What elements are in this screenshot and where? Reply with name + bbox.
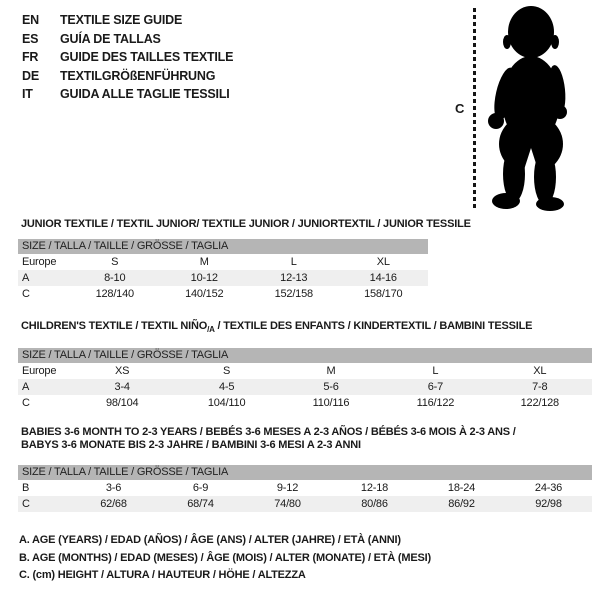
language-code: DE: [22, 68, 39, 83]
age-cell: 10-12: [190, 272, 218, 284]
height-cell: 140/152: [185, 288, 224, 300]
height-cell: 80/86: [361, 498, 388, 510]
childrens-textile-title: [18, 320, 592, 336]
language-code: IT: [22, 87, 33, 102]
language-code: FR: [22, 50, 39, 65]
height-cell: 110/116: [312, 397, 350, 410]
title-subscript: /A: [207, 325, 215, 335]
months-cell: 3-6: [105, 482, 122, 494]
size-cell: S: [223, 365, 231, 378]
table-row-age: [18, 379, 592, 395]
language-list: [22, 11, 233, 104]
row-label: A: [22, 381, 30, 394]
size-cell: XL: [376, 256, 390, 268]
title-part: / TEXTILE DES ENFANTS / KINDERTEXTIL / BAMBINI TESSILE: [214, 320, 533, 332]
language-row-it: [22, 85, 233, 104]
table-row-age: [18, 270, 428, 286]
size-cell: XS: [115, 365, 130, 378]
size-cell: L: [432, 365, 439, 378]
months-cell: 18-24: [447, 482, 476, 494]
months-cell: 6-9: [192, 482, 209, 494]
age-cell: 12-13: [280, 272, 308, 284]
language-row-de: [22, 67, 233, 86]
babies-title-line2: BABYS 3-6 MONATE BIS 2-3 JAHRE / BAMBINI 3-6 MESI A 2-3 ANNI: [21, 439, 361, 451]
junior-textile-title: JUNIOR TEXTILE / TEXTIL JUNIOR/ TEXTILE JUNIOR / JUNIORTEXTIL / JUNIOR TESSILE: [21, 218, 471, 230]
size-cell: L: [290, 256, 297, 268]
row-label: C: [22, 397, 30, 410]
baby-silhouette-icon: [481, 4, 577, 212]
table-row-height: [18, 286, 428, 302]
height-cell: 116/122: [416, 397, 455, 410]
footnote-c: C. (cm) HEIGHT / ALTURA / HAUTEUR / HÖHE / ALTEZZA: [19, 569, 306, 582]
language-row-en: [22, 11, 233, 30]
table-row-height: [18, 395, 592, 411]
row-label: B: [22, 482, 30, 494]
months-cell: 12-18: [360, 482, 389, 494]
height-cell: 62/68: [100, 498, 127, 510]
age-cell: 4-5: [218, 381, 235, 394]
language-label: GUIDE DES TAILLES TEXTILE: [60, 50, 234, 65]
size-cell: M: [199, 256, 209, 268]
age-cell: 5-6: [323, 381, 339, 394]
babies-title-line1: BABIES 3-6 MONTH TO 2-3 YEARS / BEBÉS 3-6 MESES A 2-3 AÑOS / BÉBÉS 3-6 MOIS À 2-3 ANS /: [21, 426, 516, 438]
height-cell: 74/80: [274, 498, 301, 510]
age-cell: 6-7: [427, 381, 444, 394]
row-label: Europe: [22, 365, 57, 378]
table-row-europe: [18, 254, 428, 270]
table-row-height: [18, 496, 592, 512]
language-label: GUIDA ALLE TAGLIE TESSILI: [60, 87, 230, 102]
age-cell: 14-16: [369, 272, 397, 284]
footnote-b: B. AGE (MONTHS) / EDAD (MESES) / ÂGE (MOIS) / ALTER (MONATE) / ETÀ (MESI): [19, 551, 431, 564]
junior-textile-section: [18, 218, 471, 302]
height-cell: 98/104: [105, 397, 139, 410]
size-cell: M: [326, 365, 336, 378]
language-row-es: [22, 30, 233, 49]
size-header-bar: SIZE / TALLA / TAILLE / GRÖSSE / TAGLIA: [18, 348, 592, 363]
height-cell: 68/74: [187, 498, 214, 510]
age-cell: 8-10: [104, 272, 126, 284]
height-cell: 86/92: [448, 498, 475, 510]
babies-textile-section: [18, 426, 592, 512]
row-label: C: [22, 288, 30, 300]
size-header-bar: SIZE / TALLA / TAILLE / GRÖSSE / TAGLIA: [18, 465, 592, 480]
months-cell: 24-36: [534, 482, 563, 494]
footnote-a: A. AGE (YEARS) / EDAD (AÑOS) / ÂGE (ANS) / ALTER (JAHRE) / ETÀ (ANNI): [19, 534, 401, 546]
language-code: ES: [22, 31, 39, 46]
language-label: GUÍA DE TALLAS: [60, 31, 161, 46]
age-cell: 7-8: [532, 381, 548, 394]
row-label: Europe: [22, 256, 57, 268]
size-cell: XL: [533, 365, 547, 378]
table-row-europe: [18, 363, 592, 379]
size-header-bar: SIZE / TALLA / TAILLE / GRÖSSE / TAGLIA: [18, 239, 428, 254]
table-row-months: [18, 480, 592, 496]
height-cell: 122/128: [520, 397, 559, 410]
height-measure-label: C: [455, 101, 465, 116]
title-part: CHILDREN'S TEXTILE / TEXTIL NIÑO: [21, 320, 208, 332]
row-label: C: [22, 498, 30, 510]
height-dotted-line: [473, 8, 476, 208]
childrens-textile-section: [18, 320, 592, 411]
language-label: TEXTILE SIZE GUIDE: [60, 13, 183, 27]
language-label: TEXTILGRÖßENFÜHRUNG: [60, 68, 216, 83]
language-code: EN: [22, 13, 39, 27]
months-cell: 9-12: [276, 482, 299, 494]
height-cell: 158/170: [364, 288, 403, 300]
size-cell: S: [111, 256, 119, 268]
height-cell: 152/158: [274, 288, 313, 300]
row-label: A: [22, 272, 30, 284]
footnotes: [19, 532, 431, 585]
age-cell: 3-4: [114, 381, 130, 394]
language-row-fr: [22, 48, 233, 67]
height-cell: 92/98: [535, 498, 562, 510]
height-cell: 104/110: [207, 397, 246, 410]
height-cell: 128/140: [95, 288, 134, 300]
